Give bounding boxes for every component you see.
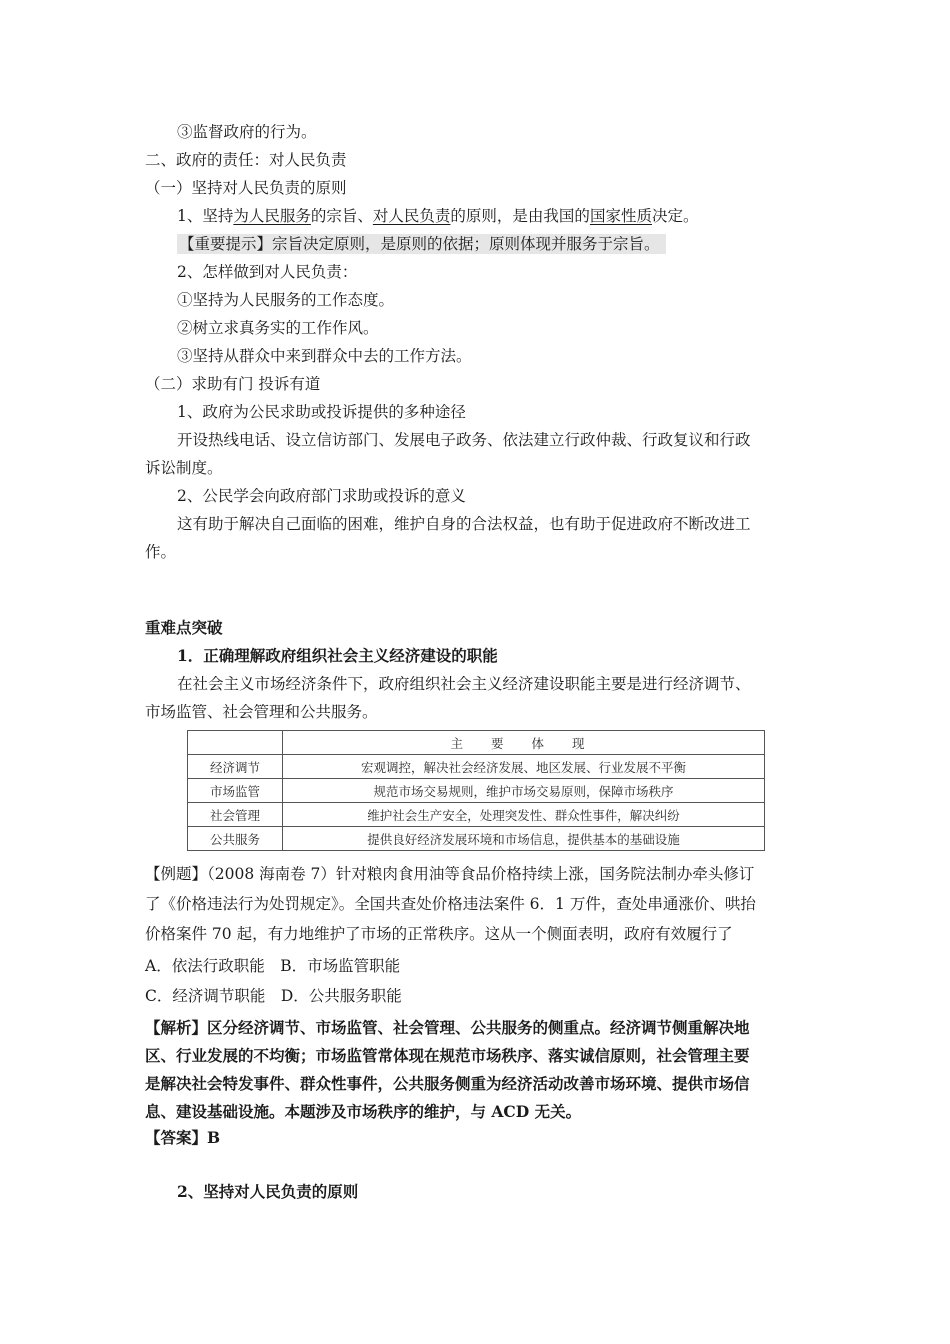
heading-3: （二）求助有门 投诉有道 xyxy=(145,375,321,393)
table-cell: 市场监管 xyxy=(188,779,283,803)
example-question: 【例题】（2008 海南卷 7）针对粮肉食用油等食品价格持续上涨，国务院法制办牵头修订 xyxy=(145,865,755,883)
table-cell: 公共服务 xyxy=(188,827,283,851)
paragraph: 诉讼制度。 xyxy=(145,459,223,477)
list-item: ③坚持从群众中来到群众中去的工作方法。 xyxy=(177,347,472,365)
table-cell xyxy=(188,731,283,755)
underlined-term: 国家性质 xyxy=(589,207,652,225)
answer: 【答案】B xyxy=(145,1128,221,1147)
paragraph: 作。 xyxy=(145,543,177,561)
table-row xyxy=(188,827,765,851)
heading-3: （一）坚持对人民负责的原则 xyxy=(145,179,347,197)
example-question: 价格案件 70 起，有力地维护了市场的正常秩序。这从一个侧面表明，政府有效履行了 xyxy=(145,925,733,943)
text: 的原则，是由我国的 xyxy=(450,207,590,225)
analysis: 是解决社会特发事件、群众性事件，公共服务侧重为经济活动改善市场环境、提供市场信 xyxy=(145,1074,750,1093)
text: 的宗旨、 xyxy=(310,207,373,225)
paragraph: 1、政府为公民求助或投诉提供的多种途径 xyxy=(177,403,466,421)
table-row xyxy=(188,755,765,779)
table-header-cell: 主 要 体 现 xyxy=(283,731,765,755)
table-cell: 规范市场交易规则，维护市场交易原则，保障市场秩序 xyxy=(283,779,765,803)
paragraph: 这有助于解决自己面临的困难，维护自身的合法权益，也有助于促进政府不断改进工 xyxy=(177,515,751,533)
table-cell: 经济调节 xyxy=(188,755,283,779)
highlighted-text: 【重要提示】宗旨决定原则，是原则的依据；原则体现并服务于宗旨。 xyxy=(177,234,666,254)
answer-options: C．经济调节职能 D．公共服务职能 xyxy=(145,987,402,1005)
subsection-title: 1．正确理解政府组织社会主义经济建设的职能 xyxy=(177,646,498,665)
text: 1、坚持 xyxy=(177,207,234,225)
table-header-row xyxy=(188,731,765,755)
table-row xyxy=(188,803,765,827)
section-title: 重难点突破 xyxy=(145,618,223,637)
paragraph: 2、公民学会向政府部门求助或投诉的意义 xyxy=(177,487,466,505)
text: 决定。 xyxy=(651,207,699,225)
paragraph xyxy=(177,205,698,227)
paragraph: 在社会主义市场经济条件下，政府组织社会主义经济建设职能主要是进行经济调节、 xyxy=(177,675,751,693)
table-cell: 提供良好经济发展环境和市场信息，提供基本的基础设施 xyxy=(283,827,765,851)
important-tip xyxy=(177,233,666,255)
analysis: 息、建设基础设施。本题涉及市场秩序的维护，与 ACD 无关。 xyxy=(145,1102,582,1121)
paragraph: 市场监管、社会管理和公共服务。 xyxy=(145,703,378,721)
table-cell: 社会管理 xyxy=(188,803,283,827)
example-question: 了《价格违法行为处罚规定》。全国共查处价格违法案件 6．1 万件，查处串通涨价、哄抬 xyxy=(145,895,756,913)
functions-table xyxy=(187,730,765,851)
paragraph: ③监督政府的行为。 xyxy=(177,123,317,141)
analysis: 区、行业发展的不均衡；市场监管常体现在规范市场秩序、落实诚信原则，社会管理主要 xyxy=(145,1046,750,1065)
paragraph: 2、怎样做到对人民负责： xyxy=(177,263,358,281)
answer-options: A．依法行政职能 B．市场监管职能 xyxy=(145,957,401,975)
underlined-term: 对人民负责 xyxy=(372,207,451,225)
list-item: ②树立求真务实的工作作风。 xyxy=(177,319,379,337)
analysis: 【解析】区分经济调节、市场监管、社会管理、公共服务的侧重点。经济调节侧重解决地 xyxy=(145,1018,750,1037)
heading-2: 二、政府的责任：对人民负责 xyxy=(145,151,347,169)
list-item: ①坚持为人民服务的工作态度。 xyxy=(177,291,395,309)
underlined-term: 为人民服务 xyxy=(233,207,311,225)
subsection-title: 2、坚持对人民负责的原则 xyxy=(177,1182,359,1201)
table-row xyxy=(188,779,765,803)
paragraph: 开设热线电话、设立信访部门、发展电子政务、依法建立行政仲裁、行政复议和行政 xyxy=(177,431,751,449)
table-cell: 宏观调控，解决社会经济发展、地区发展、行业发展不平衡 xyxy=(283,755,765,779)
table-cell: 维护社会生产安全，处理突发性、群众性事件，解决纠纷 xyxy=(283,803,765,827)
